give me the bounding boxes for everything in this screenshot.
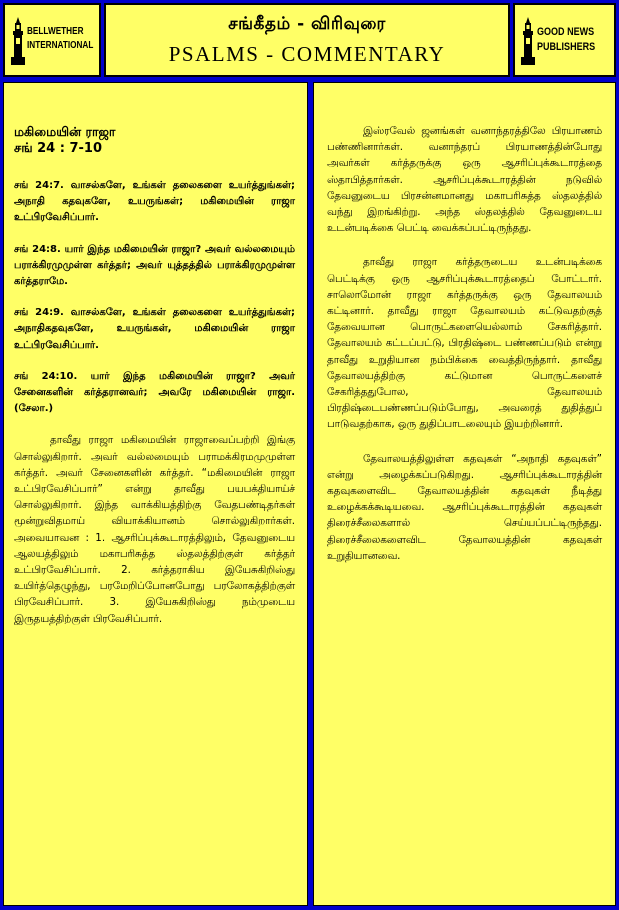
bell-tower-icon (11, 17, 25, 65)
publisher-logo-right (513, 3, 616, 77)
publisher-logo-left (3, 3, 101, 77)
verse-24-8: சங் 24:8. யார் இந்த மகிமையின் ராஜா? அவர் வல்லமையும் பராக்கிரமுமுள்ள கர்த்தர்; அவர் யுத்தத்தில் பராக்கிரமுமுள்ள கர்த்தராமே. (14, 243, 295, 288)
verse-24-10: சங் 24:10. யார் இந்த மகிமையின் ராஜா? அவர் சேனைகளின் கர்த்தரானவர்; அவரே மகிமையின் ராஜா. (சேலா.) (14, 370, 295, 415)
commentary-paragraph: தாவீது ராஜா கர்த்தருடைய உடன்படிக்கை பெட்டிக்கு ஒரு ஆசரிப்புக்கூடாரத்தைப் போட்டார். சாலொமோன் ராஜா கர்த்தருக்கு ஒரு தேவாலயம் கட்டினார். தாவீது ராஜா தேவாலயம் கட்டுவதற்குத் தேவையான பொருட்களையெல்லாம் சேகரித்தார். தேவாலயம் கட்டப்பட்டு, பிரதிஷ்டை பண்ணப்படும் என்று தாவீது உறுதியான நம்பிக்கை வைத்திருந்தார். தாவீது தேவாலயத்திற்கு கட்டுமான பொருட்களைச் சேகரித்ததுபோல, தேவாலயம் பிரதிஷ்டைபண்ணப்படும்போது, அவரைத் துதித்துப் பாடுவதற்காக, ஒரு துதிப்பாடலையும் இயற்றினார். (327, 256, 602, 431)
verse-24-7: சங் 24:7. வாசல்களே, உங்கள் தலைகளை உயர்த்துங்கள்; அநாதி கதவுகளே, உயருங்கள்; மகிமையின் ராஜா உட்பிரவேசிப்பார். (14, 180, 295, 224)
logo-left-line1: BELLWETHER (27, 26, 84, 37)
commentary-paragraph: தாவீது ராஜா மகிமையின் ராஜாவைப்பற்றி இங்கு சொல்லுகிறார். அவர் வல்லமையும் பராமக்கிரமமுமுள்ள கர்த்தர். அவர் சேனைகளின் கர்த்தர். “மகிமையின் ராஜா உட்பிரவேசிப்பார்” என்று தாவீது பயபக்தியாய்ச் சொல்லுகிறார். இந்த வாக்கியத்திற்கு வேதபண்டிதர்கள் மூன்றுவிதமாய் வியாக்கியானம் சொல்லுகிறார்கள். அவையாவன : 1. ஆசரிப்புக்கூடாரத்திலும், தேவனுடைய ஆலயத்திலும் மகாபரிசுத்த ஸ்தலத்திற்குள் கர்த்தர் உட்பிரவேசிப்பார். 2. கர்த்தராகிய இயேசுகிறிஸ்து உயிர்த்தெழுந்து, பரமேறிப்போனபோது பரலோகத்திற்குள் பிரவேசிப்பார். 3. இயேசுகிறிஸ்து நம்முடைய இருதயத்திற்குள் பிரவேசிப்பார். (14, 434, 295, 625)
verse-24-9: சங் 24:9. வாசல்களே, உங்கள் தலைகளை உயர்த்துங்கள்; அநாதிகதவுகளே, உயருங்கள், மகிமையின் ராஜா உட்பிரவேசிப்பார். (14, 307, 295, 351)
bell-tower-icon (521, 17, 535, 65)
commentary-paragraph: தேவாலயத்திலுள்ள கதவுகள் “அநாதி கதவுகள்” என்று அழைக்கப்படுகிறது. ஆசரிப்புக்கூடாரத்தின் கதவுகளைவிட தேவாலயத்தின் கதவுகள் நீடித்து உழைக்கக்கூடியவை. ஆசரிப்புக்கூடாரத்தின் கதவுகள் திரைச்சீலைகளால் செய்யப்பட்டிருந்தது. திரைச்சீலைகளைவிட தேவாலயத்தின் கதவுகள் உறுதியானவை. (327, 452, 602, 562)
logo-left-line2: INTERNATIONAL (27, 40, 94, 51)
commentary-paragraph: இஸ்ரவேல் ஜனங்கள் வனாந்தரத்திலே பிரயாணம் பண்ணினார்கள். வனாந்தரப் பிரயாணத்தின்போது அவர்கள் கர்த்தருக்கு ஒரு ஆசரிப்புக்கூடாரத்தை ஸ்தாபித்தார்கள். ஆசரிப்புக்கூடாரத்தின் நடுவில் தேவனுடைய பிரசன்னமானது மகாபரிசுத்த ஸ்தலத்தில் வந்து இறங்கிற்று. அந்த ஸ்தலத்தில் தேவனுடைய உடன்படிக்கை பெட்டி வைக்கப்பட்டிருந்தது. (327, 125, 602, 235)
title-tamil: சங்கீதம் - விரிவுரை (228, 14, 386, 34)
left-column (3, 82, 308, 906)
title-english: PSALMS - COMMENTARY (168, 42, 446, 66)
logo-right-line1: GOOD NEWS (537, 26, 595, 38)
section-heading: மகிமையின் ராஜா (14, 124, 116, 139)
logo-right-line2: PUBLISHERS (537, 41, 596, 53)
scripture-reference: சங் 24 : 7-10 (14, 141, 102, 156)
right-column (313, 82, 616, 906)
page-title (104, 3, 510, 77)
